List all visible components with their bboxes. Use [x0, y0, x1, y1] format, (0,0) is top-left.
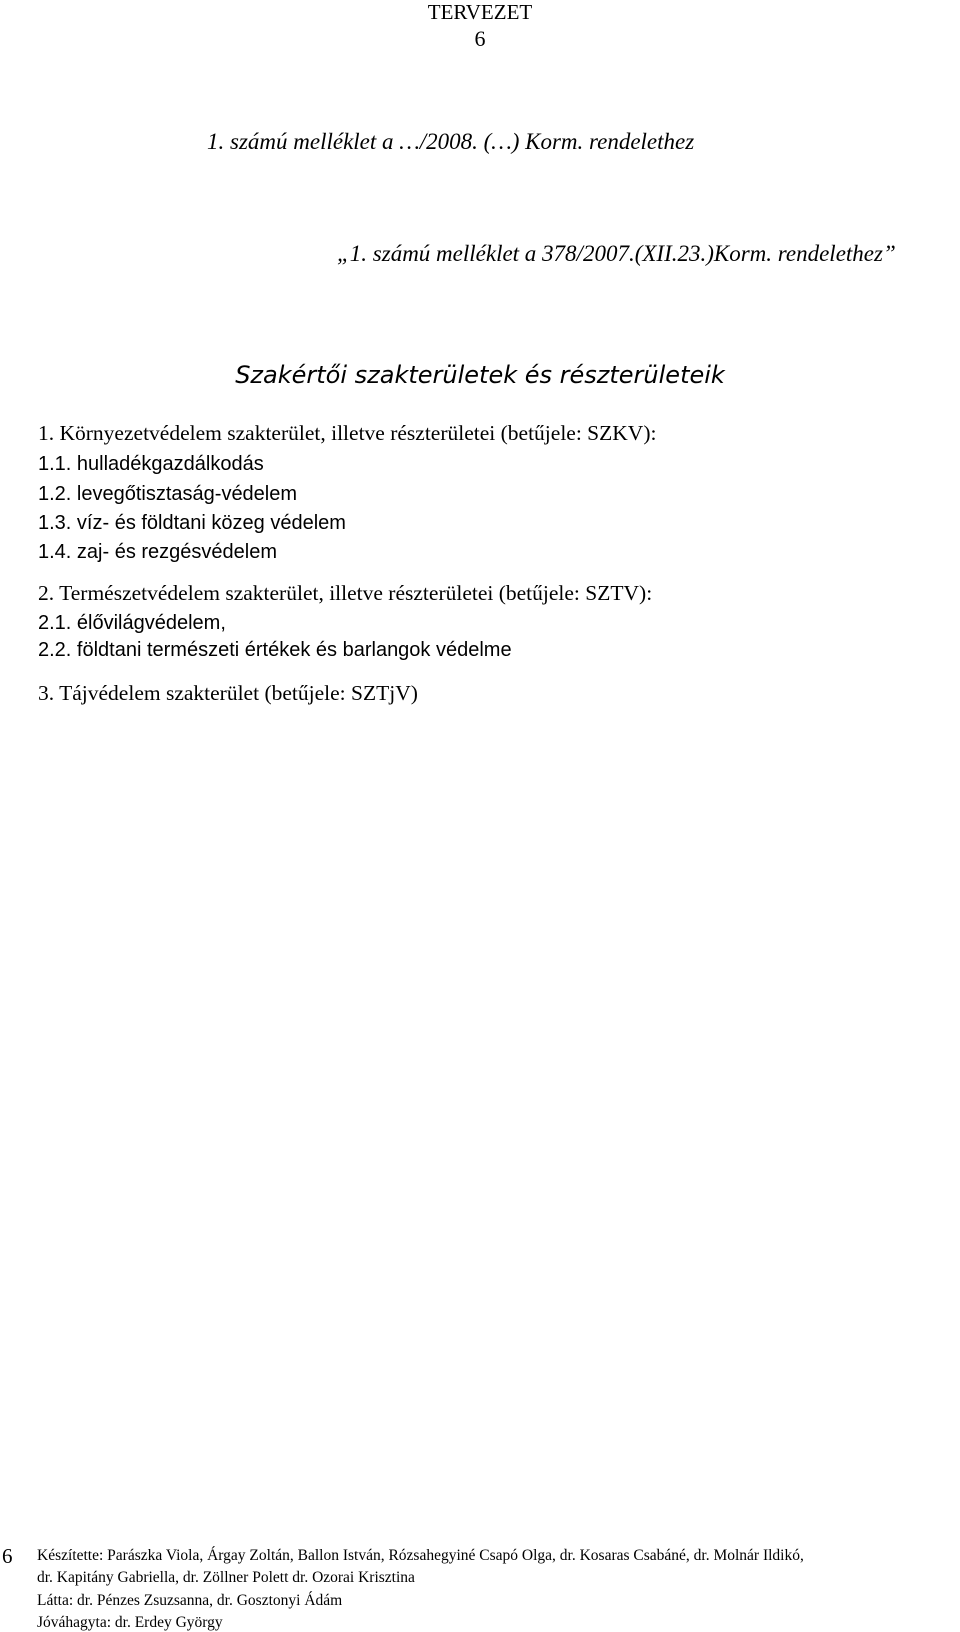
- footer-authors-line: Készítette: Parászka Viola, Árgay Zoltán, Ballon István, Rózsahegyiné Csapó Olga, dr. Kosaras Csabáné, dr. Molnár Ildikó,: [37, 1547, 804, 1564]
- list-item: 2.2. földtani természeti értékek és barlangok védelme: [38, 639, 512, 661]
- list-item: 1.2. levegőtisztaság-védelem: [38, 483, 298, 505]
- list-item: 1.4. zaj- és rezgésvédelem: [38, 541, 278, 563]
- footer-approved-by: Jóváhagyta: dr. Erdey György: [37, 1614, 223, 1631]
- section-heading-szkv: 1. Környezetvédelem szakterület, illetve részterületei (betűjele: SZKV):: [38, 421, 657, 445]
- header-page-number: 6: [474, 26, 486, 51]
- annex-reference-line: 1. számú melléklet a …/2008. (…) Korm. rendelethez: [207, 129, 695, 154]
- section-heading-sztjv: 3. Tájvédelem szakterület (betűjele: SZTjV): [38, 681, 418, 705]
- draft-label: TERVEZET: [427, 0, 533, 24]
- footer-authors-line-continued: dr. Kapitány Gabriella, dr. Zöllner Polett dr. Ozorai Krisztina: [37, 1569, 415, 1586]
- section-heading-sztv: 2. Természetvédelem szakterület, illetve részterületei (betűjele: SZTV):: [38, 581, 653, 605]
- list-item: 1.1. hulladékgazdálkodás: [38, 453, 264, 475]
- footer-page-number: 6: [2, 1544, 13, 1568]
- footer-reviewed-by: Látta: dr. Pénzes Zsuzsanna, dr. Gosztonyi Ádám: [37, 1592, 343, 1609]
- page-title: Szakértői szakterületek és részterületeik: [235, 361, 725, 389]
- annex-quoted-reference-line: „1. számú melléklet a 378/2007.(XII.23.)Korm. rendelethez”: [337, 241, 896, 266]
- list-item: 1.3. víz- és földtani közeg védelem: [38, 512, 346, 534]
- list-item: 2.1. élővilágvédelem,: [38, 612, 226, 634]
